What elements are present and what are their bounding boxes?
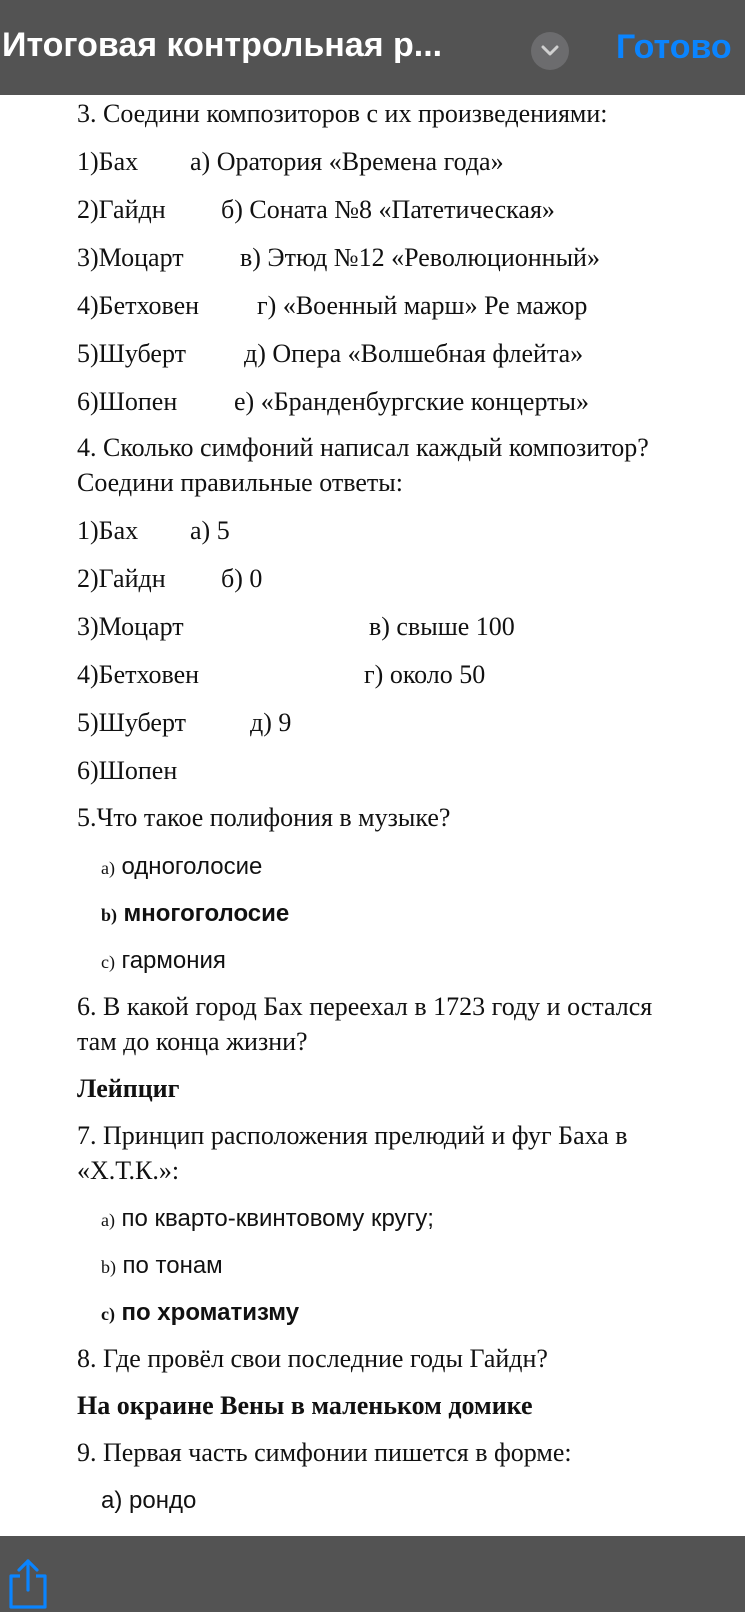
- q7-option: [101, 1247, 223, 1285]
- document-title: Итоговая контрольная р...: [2, 26, 443, 64]
- q9-option-partial: [101, 1482, 196, 1518]
- q7-option: [101, 1200, 434, 1238]
- q8-question: 8. Где провёл свои последние годы Гайдн?: [77, 1344, 548, 1373]
- q7-question: 7. Принцип расположения прелюдий и фуг Баха в: [77, 1121, 628, 1150]
- q4-answer: в) свыше 100: [369, 612, 515, 641]
- q4-question: 4. Сколько симфоний написал каждый композитор?: [77, 433, 649, 462]
- top-toolbar: [0, 0, 745, 95]
- option-marker: c): [101, 1304, 115, 1324]
- option-marker: a): [101, 1210, 115, 1230]
- q7-option-correct: [101, 1294, 299, 1332]
- q4-composer: 4)Бетховен: [77, 660, 200, 689]
- option-marker: c): [101, 952, 115, 972]
- q9-question: 9. Первая часть симфонии пишется в форме:: [77, 1438, 572, 1467]
- q8-answer: На окраине Вены в маленьком домике: [77, 1391, 533, 1420]
- q3-row: [77, 240, 600, 275]
- option-text: одноголосие: [121, 853, 263, 880]
- q3-composer: 5)Шуберт: [77, 339, 186, 368]
- option-text: многоголосие: [123, 900, 290, 927]
- share-icon[interactable]: [6, 1558, 50, 1610]
- option-text: по тонам: [122, 1252, 223, 1279]
- q3-composer: 4)Бетховен: [77, 291, 200, 320]
- q3-work: а) Оратория «Времена года»: [190, 147, 504, 176]
- q3-row: [77, 384, 589, 419]
- q4-row: [77, 513, 230, 548]
- q5-option: [101, 848, 262, 886]
- option-text: гармония: [121, 947, 226, 974]
- q4-row: [77, 609, 515, 644]
- q5-option-correct: [101, 895, 289, 933]
- q4-composer: 1)Бах: [77, 516, 139, 545]
- q3-row: [77, 336, 584, 371]
- q3-work: г) «Военный марш» Ре мажор: [257, 291, 588, 320]
- q4-answer: г) около 50: [364, 660, 486, 689]
- bottom-toolbar: [0, 1536, 745, 1612]
- q3-question: 3. Соедини композиторов с их произведениями:: [77, 99, 608, 128]
- q4-composer: 3)Моцарт: [77, 612, 184, 641]
- q3-work: д) Опера «Волшебная флейта»: [244, 339, 584, 368]
- option-text: по хроматизму: [121, 1299, 300, 1326]
- q3-work: е) «Бранденбургские концерты»: [234, 387, 589, 416]
- option-marker: b): [101, 1257, 116, 1277]
- q6-answer: Лейпциг: [77, 1074, 180, 1103]
- q4-row: [77, 561, 263, 596]
- q4-composer: 2)Гайдн: [77, 564, 166, 593]
- q4-composer: 5)Шуберт: [77, 708, 186, 737]
- q6-question-cont: там до конца жизни?: [77, 1027, 308, 1056]
- q3-work: б) Соната №8 «Патетическая»: [221, 195, 555, 224]
- q3-work: в) Этюд №12 «Революционный»: [240, 243, 600, 272]
- q4-answer: б) 0: [221, 564, 263, 593]
- q4-instruction: Соедини правильные ответы:: [77, 468, 403, 497]
- title-menu-button[interactable]: [531, 32, 569, 70]
- q4-answer: д) 9: [250, 708, 292, 737]
- option-marker: a): [101, 858, 115, 878]
- q4-row: [77, 753, 177, 788]
- option-text: а) рондо: [101, 1487, 197, 1514]
- q3-row: [77, 288, 588, 323]
- option-marker: b): [101, 905, 118, 925]
- q3-row: [77, 144, 504, 179]
- q3-composer: 1)Бах: [77, 147, 139, 176]
- chevron-down-icon: [541, 43, 559, 59]
- document-page: [0, 95, 745, 1536]
- q7-question-cont: «Х.Т.К.»:: [77, 1156, 180, 1185]
- q6-question: 6. В какой город Бах переехал в 1723 году и остался: [77, 992, 653, 1021]
- q3-composer: 2)Гайдн: [77, 195, 166, 224]
- q4-row: [77, 705, 292, 740]
- q3-row: [77, 192, 555, 227]
- q5-option: [101, 942, 226, 980]
- q3-composer: 6)Шопен: [77, 387, 178, 416]
- q4-row: [77, 657, 486, 692]
- done-button[interactable]: Готово: [616, 28, 732, 66]
- q4-composer: 6)Шопен: [77, 756, 178, 785]
- q3-composer: 3)Моцарт: [77, 243, 184, 272]
- q5-question: 5.Что такое полифония в музыке?: [77, 803, 451, 832]
- q4-answer: а) 5: [190, 516, 230, 545]
- option-text: по кварто-квинтовому кругу;: [121, 1205, 434, 1232]
